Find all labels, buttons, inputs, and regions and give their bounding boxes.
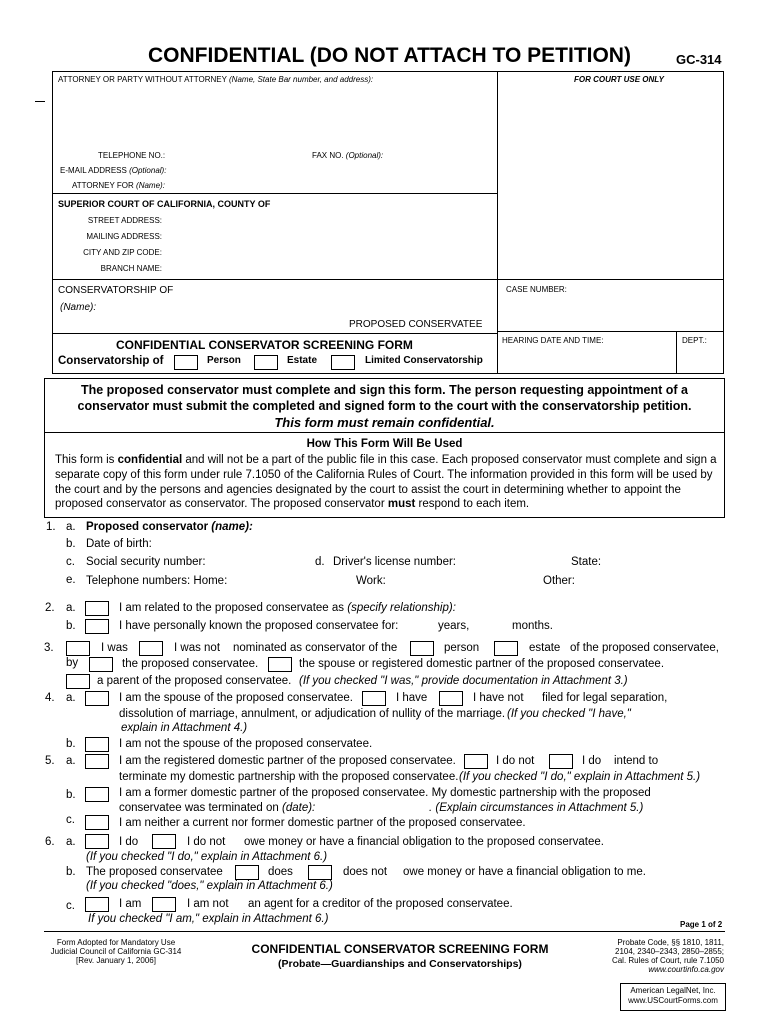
item-6a-note: (If you checked "I do," explain in Attachment 6.) xyxy=(86,851,328,863)
related-checkbox[interactable] xyxy=(85,601,109,616)
case-number-label: CASE NUMBER: xyxy=(506,285,567,294)
filed-label: filed for legal separation, xyxy=(542,692,668,704)
nominated-person-label: person xyxy=(444,642,480,654)
by-conservatee-checkbox[interactable] xyxy=(89,657,113,672)
item-3-note: (If you checked "I was," provide documentation in Attachment 3.) xyxy=(299,675,628,687)
item-6-number: 6. xyxy=(45,836,55,848)
proposed-conservatee-label: PROPOSED CONSERVATEE xyxy=(349,319,483,330)
do-owe-label: I do xyxy=(119,836,139,848)
adopted-line-1: Form Adopted for Mandatory Use xyxy=(56,938,176,947)
spouse-label: I am the spouse of the proposed conservatee. xyxy=(119,692,353,704)
item-1d-letter: d. xyxy=(315,556,325,568)
code-line-3: Cal. Rules of Court, rule 7.1050 xyxy=(611,956,724,965)
notice-line-2: conservator must submit the completed and signed form to the court with the conservatorship petition. xyxy=(77,399,692,413)
former-partner-label: I am a former domestic partner of the proposed conservatee. My domestic partnership with the proposed xyxy=(119,787,651,799)
was-not-nominated-checkbox[interactable] xyxy=(139,641,163,656)
do-not-label: I do not xyxy=(496,755,535,767)
form-number: GC-314 xyxy=(676,52,722,67)
terminate-label: terminate my domestic partnership with the proposed conservatee. xyxy=(119,771,459,783)
neither-partner-label: I am neither a current nor former domestic partner of the proposed conservatee. xyxy=(119,817,526,829)
was-not-label: I was not xyxy=(174,642,221,654)
item-2a-letter: a. xyxy=(66,602,76,614)
legalnet-line-2[interactable]: www.USCourtForms.com xyxy=(628,996,718,1005)
item-3-number: 3. xyxy=(44,642,54,654)
neither-partner-checkbox[interactable] xyxy=(85,815,109,830)
have-label: I have xyxy=(396,692,428,704)
was-label: I was xyxy=(101,642,128,654)
hearing-label: HEARING DATE AND TIME: xyxy=(502,336,604,345)
estate-label: Estate xyxy=(287,355,318,366)
item-6c-note: If you checked "I am," explain in Attachment 6.) xyxy=(88,913,329,925)
by-parent-label: a parent of the proposed conservatee. xyxy=(97,675,292,687)
am-not-label: I am not xyxy=(187,898,229,910)
nominated-person-checkbox[interactable] xyxy=(410,641,434,656)
dob-label: Date of birth: xyxy=(86,538,152,550)
item-5a-letter: a. xyxy=(66,755,76,767)
item-6b-letter: b. xyxy=(66,866,76,878)
conservatee-owes-label: The proposed conservatee xyxy=(86,866,223,878)
court-use-label: FOR COURT USE ONLY xyxy=(574,75,664,84)
page-number: Page 1 of 2 xyxy=(680,920,723,929)
conservatorship-of-label: CONSERVATORSHIP OF xyxy=(58,285,174,296)
domestic-partner-label: I am the registered domestic partner of the proposed conservatee. xyxy=(119,755,456,767)
do-terminate-checkbox[interactable] xyxy=(549,754,573,769)
legalnet-line-1: American LegalNet, Inc. xyxy=(630,986,716,995)
do-label: I do xyxy=(582,755,602,767)
item-4b-letter: b. xyxy=(66,738,76,750)
adopted-line-2: Judicial Council of California GC-314 xyxy=(50,947,182,956)
footer-title: CONFIDENTIAL CONSERVATOR SCREENING FORM xyxy=(251,942,549,956)
does-not-owe-checkbox[interactable] xyxy=(308,865,332,880)
item-6c-letter: c. xyxy=(66,900,75,912)
limited-checkbox[interactable] xyxy=(331,355,355,370)
dissolution-label: dissolution of marriage, annulment, or adjudication of nullity of the marriage. xyxy=(119,708,506,720)
person-checkbox[interactable] xyxy=(174,355,198,370)
limited-label: Limited Conservatorship xyxy=(365,355,483,366)
have-filed-checkbox[interactable] xyxy=(362,691,386,706)
item-5-number: 5. xyxy=(45,755,55,767)
item-1a-label: Proposed conservator (name): xyxy=(86,521,253,533)
item-2b-letter: b. xyxy=(66,620,76,632)
owe-me-label: owe money or have a financial obligation to me. xyxy=(403,866,646,878)
branch-label: BRANCH NAME: xyxy=(100,264,162,273)
code-line-2: 2104, 2340–2343, 2850–2855; xyxy=(615,947,724,956)
person-label: Person xyxy=(207,355,241,366)
former-partner-checkbox[interactable] xyxy=(85,787,109,802)
conservatorship-of-heading: Conservatorship of xyxy=(58,355,164,367)
by-spouse-checkbox[interactable] xyxy=(268,657,292,672)
item-1b-letter: b. xyxy=(66,538,76,550)
item-5c-letter: c. xyxy=(66,814,75,826)
court-title: SUPERIOR COURT OF CALIFORNIA, COUNTY OF xyxy=(58,199,271,209)
nominated-estate-label: estate xyxy=(529,642,561,654)
item-2-number: 2. xyxy=(45,602,55,614)
am-agent-checkbox[interactable] xyxy=(85,897,109,912)
spouse-checkbox[interactable] xyxy=(85,691,109,706)
have-not-filed-checkbox[interactable] xyxy=(439,691,463,706)
agent-label: an agent for a creditor of the proposed conservatee. xyxy=(248,898,513,910)
state-label: State: xyxy=(571,556,602,568)
item-4a-note: (If you checked "I have," xyxy=(507,708,631,720)
item-4-number: 4. xyxy=(45,692,55,704)
by-label: by xyxy=(66,657,79,669)
known-checkbox[interactable] xyxy=(85,619,109,634)
ssn-label: Social security number: xyxy=(86,556,206,568)
related-label: I am related to the proposed conservatee as (specify relationship): xyxy=(119,602,456,614)
street-label: STREET ADDRESS: xyxy=(87,216,162,225)
city-label: CITY AND ZIP CODE: xyxy=(83,248,162,257)
nominated-label: nominated as conservator of the xyxy=(233,642,398,654)
am-label: I am xyxy=(119,898,142,910)
how-used-p2: separate copy of this form under rule 7.1050 of the California Rules of Court. The information provided in this form will be used by xyxy=(55,469,713,481)
not-spouse-checkbox[interactable] xyxy=(85,737,109,752)
how-used-p4: proposed conservator as conservator. The proposed conservator must respond to each item. xyxy=(55,498,530,510)
attorney-for-label: ATTORNEY FOR (Name): xyxy=(72,181,165,190)
item-5b-letter: b. xyxy=(66,789,76,801)
item-1-number: 1. xyxy=(46,521,56,533)
am-not-agent-checkbox[interactable] xyxy=(152,897,176,912)
dept-label: DEPT.: xyxy=(682,336,707,345)
fax-label: FAX NO. (Optional): xyxy=(312,151,384,160)
email-label: E-MAIL ADDRESS (Optional): xyxy=(60,166,167,175)
estate-checkbox[interactable] xyxy=(254,355,278,370)
adopted-line-3: [Rev. January 1, 2006] xyxy=(76,956,156,965)
does-owe-checkbox[interactable] xyxy=(235,865,259,880)
nominated-estate-checkbox[interactable] xyxy=(494,641,518,656)
how-used-p1: This form is confidential and will not be a part of the public file in this case. Each proposed conservator must complete and sign a xyxy=(55,454,717,466)
other-label: Other: xyxy=(543,575,575,587)
owe-label: owe money or have a financial obligation to the proposed conservatee. xyxy=(244,836,604,848)
do-not-terminate-checkbox[interactable] xyxy=(464,754,488,769)
notice-line-1: The proposed conservator must complete and sign this form. The person requesting appointment of a xyxy=(80,383,689,397)
not-spouse-label: I am not the spouse of the proposed conservatee. xyxy=(119,738,373,750)
do-not-owe-label: I do not xyxy=(187,836,226,848)
intend-label: intend to xyxy=(614,755,659,767)
how-used-title: How This Form Will Be Used xyxy=(306,438,463,450)
telephone-label: TELEPHONE NO.: xyxy=(98,151,166,160)
was-nominated-checkbox[interactable] xyxy=(66,641,90,656)
form-title: CONFIDENTIAL (DO NOT ATTACH TO PETITION) xyxy=(148,44,631,67)
conservatee-name-label: (Name): xyxy=(60,302,97,313)
of-conservatee-label: of the proposed conservatee, xyxy=(570,642,719,654)
does-not-label: does not xyxy=(343,866,388,878)
license-label: Driver's license number: xyxy=(333,556,456,568)
do-not-owe-checkbox[interactable] xyxy=(152,834,176,849)
item-4a-note-2: explain in Attachment 4.) xyxy=(121,722,248,734)
item-6b-note: (If you checked "does," explain in Attachment 6.) xyxy=(86,880,333,892)
notice-line-3: This form must remain confidential. xyxy=(274,415,495,430)
item-4a-letter: a. xyxy=(66,692,76,704)
court-website[interactable]: www.courtinfo.ca.gov xyxy=(648,965,724,974)
years-label: years, xyxy=(438,620,470,632)
work-label: Work: xyxy=(356,575,386,587)
months-label: months. xyxy=(512,620,553,632)
terminated-label: conservatee was terminated on (date): xyxy=(119,802,316,814)
does-label: does xyxy=(268,866,293,878)
item-5b-note: . (Explain circumstances in Attachment 5.) xyxy=(429,802,644,814)
code-line-1: Probate Code, §§ 1810, 1811, xyxy=(617,938,724,947)
domestic-partner-checkbox[interactable] xyxy=(85,754,109,769)
item-5a-note: (If you checked "I do," explain in Attachment 5.) xyxy=(459,771,701,783)
by-conservatee-label: the proposed conservatee. xyxy=(122,658,259,670)
known-label: I have personally known the proposed conservatee for: xyxy=(119,620,399,632)
item-6a-letter: a. xyxy=(66,836,76,848)
item-1e-letter: e. xyxy=(66,574,76,586)
do-owe-checkbox[interactable] xyxy=(85,834,109,849)
item-1c-letter: c. xyxy=(66,556,75,568)
mailing-label: MAILING ADDRESS: xyxy=(86,232,162,241)
how-used-p3: the court and by the persons and agencies designated by the court to assist the court in determining whether to appoint the xyxy=(55,484,681,496)
item-1a-letter: a. xyxy=(66,521,76,533)
telephone-home-label: Telephone numbers: Home: xyxy=(86,575,228,587)
have-not-label: I have not xyxy=(473,692,524,704)
by-parent-checkbox[interactable] xyxy=(66,674,90,689)
screening-form-title: CONFIDENTIAL CONSERVATOR SCREENING FORM xyxy=(116,338,413,352)
attorney-label: ATTORNEY OR PARTY WITHOUT ATTORNEY (Name, State Bar number, and address): xyxy=(58,75,374,84)
footer-subtitle: (Probate—Guardianships and Conservatorships) xyxy=(278,958,522,970)
by-spouse-label: the spouse or registered domestic partner of the proposed conservatee. xyxy=(299,658,665,670)
